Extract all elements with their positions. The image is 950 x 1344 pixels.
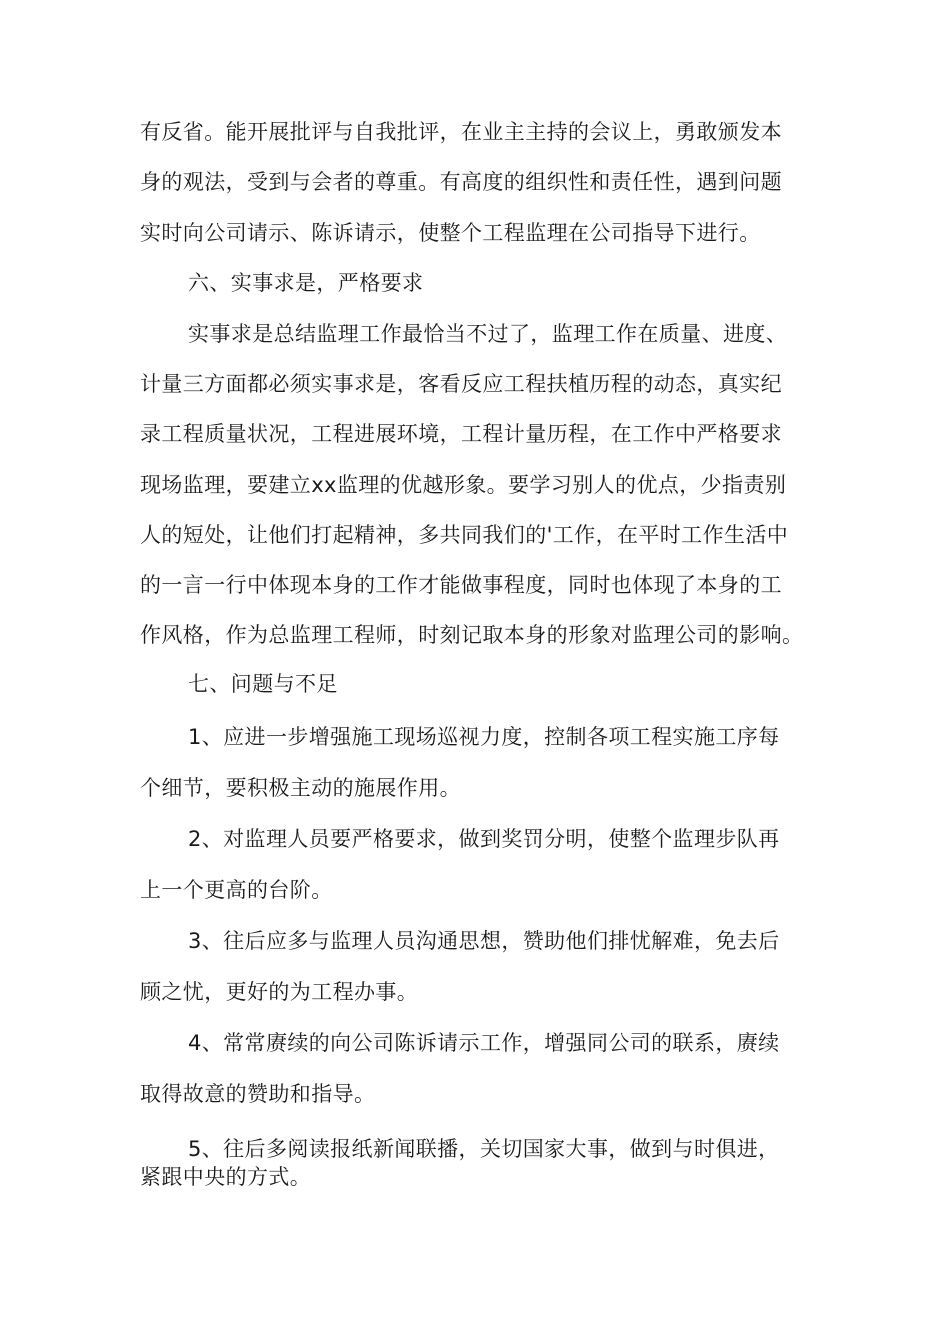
list-item-line: 顾之忧，更好的为工程办事。 — [140, 980, 419, 1004]
list-item-line: 个细节，要积极主动的施展作用。 — [140, 776, 461, 800]
list-item-line: 紧跟中央的方式。 — [140, 1165, 312, 1189]
paragraph-line: 录工程质量状况，工程进展环境，工程计量历程，在工作中严格要求 — [140, 422, 782, 446]
list-item-line: 2、对监理人员要严格要求，做到奖罚分明，使整个监理步队再 — [188, 827, 780, 851]
section-heading: 六、实事求是，严格要求 — [188, 271, 424, 295]
paragraph-line: 计量三方面都必须实事求是，客看反应工程扶植历程的动态，真实纪 — [140, 372, 782, 396]
list-item-line: 5、往后多阅读报纸新闻联播，关切国家大事，做到与时俱进， — [188, 1137, 780, 1161]
paragraph-line: 有反省。能开展批评与自我批评，在业主主持的会议上，勇敢颁发本 — [140, 120, 782, 144]
paragraph-line: 身的观法，受到与会者的尊重。有高度的组织性和责任性，遇到问题 — [140, 170, 782, 194]
paragraph-line: 实事求是总结监理工作最恰当不过了，监理工作在质量、进度、 — [188, 322, 788, 346]
list-item-line: 4、常常赓续的向公司陈诉请示工作，增强同公司的联系，赓续 — [188, 1031, 780, 1055]
paragraph-line: 的一言一行中体现本身的工作才能做事程度，同时也体现了本身的工 — [140, 573, 782, 597]
paragraph-line: 实时向公司请示、陈诉请示，使整个工程监理在公司指导下进行。 — [140, 221, 761, 245]
list-item-line: 上一个更高的台阶。 — [140, 878, 333, 902]
list-item-line: 取得故意的赞助和指导。 — [140, 1082, 376, 1106]
section-heading: 七、问题与不足 — [188, 672, 338, 696]
paragraph-line: 作风格，作为总监理工程师，时刻记取本身的形象对监理公司的影响。 — [140, 623, 804, 647]
paragraph-line: 人的短处，让他们打起精神，多共同我们的'工作，在平时工作生活中 — [140, 523, 789, 547]
list-item-line: 1、应进一步增强施工现场巡视力度，控制各项工程实施工序每 — [188, 725, 780, 749]
list-item-line: 3、往后应多与监理人员沟通思想，赞助他们排忧解难，免去后 — [188, 929, 780, 953]
paragraph-line: 现场监理，要建立xx监理的优越形象。要学习别人的优点，少指责别 — [140, 473, 787, 497]
